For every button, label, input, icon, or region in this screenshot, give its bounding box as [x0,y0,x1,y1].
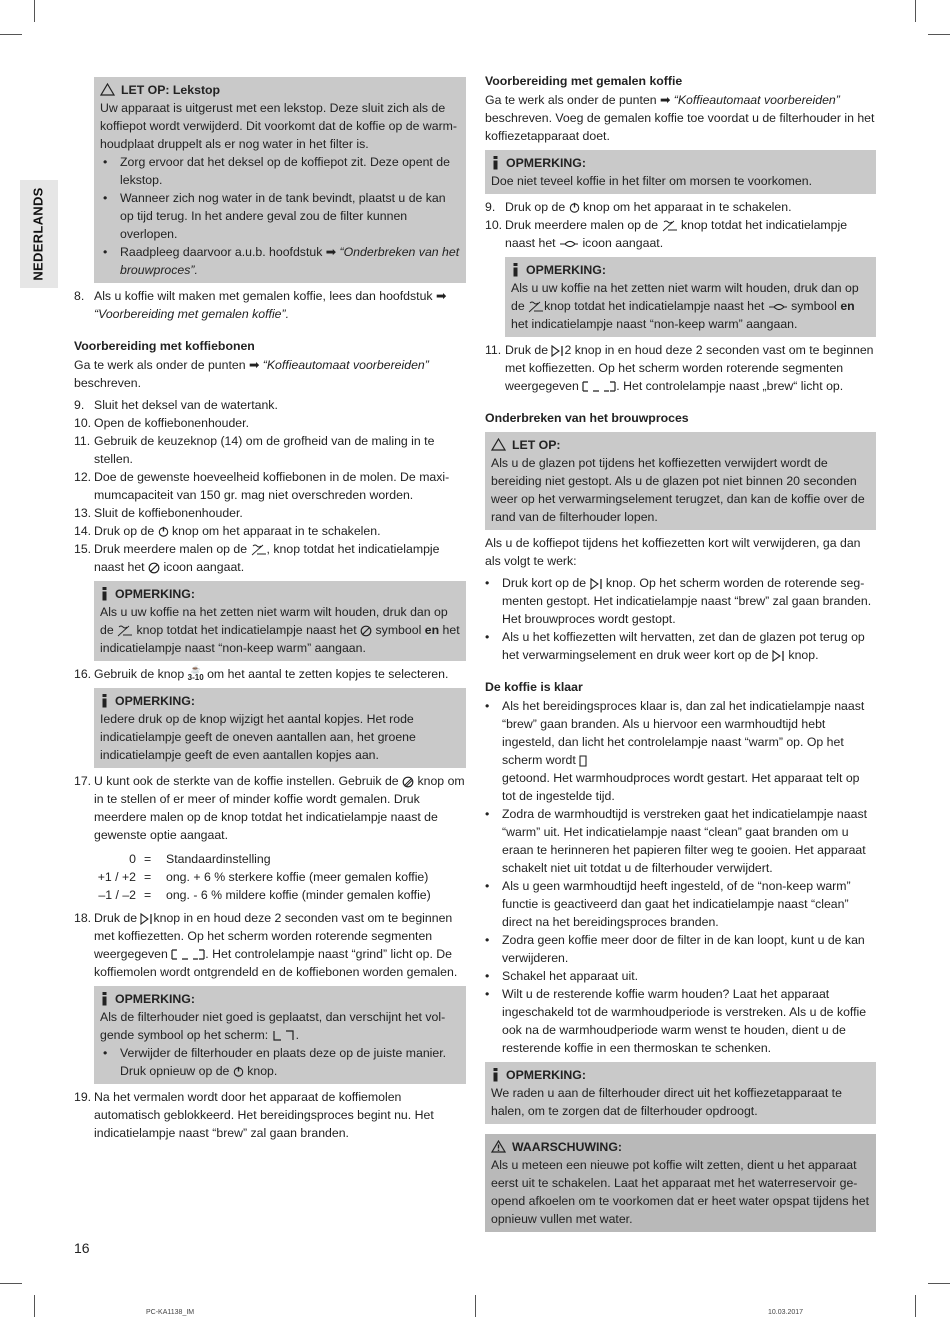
start-icon [772,650,785,662]
step-11: 11. Gebruik de keuzeknop (14) om de grofheid van de maling in te stellen. [74,434,435,466]
power-icon [233,1066,244,1077]
note-text: Iedere druk op de knop wijzigt het aantal kopjes. Het rode indicatielampje geeft de oneven aantallen aan, het groene indicatielampje geeft de even aantallen kopjes aan. [100,712,416,762]
info-icon [100,587,109,601]
no-keep-warm-icon [360,625,372,637]
caution-text: Als u de glazen pot tijdens het koffiezetten verwijdert wordt de bereiding niet gestopt. Als u de glazen pot niet binnen 20 seconden weer op het verwarmingselement terugzet, dan kan de koffie over de rand van de filterhouder lopen. [491,456,865,524]
note-title: OPMERKING: [506,1067,586,1082]
strength-table [94,850,466,904]
note-text: Als de filterhouder niet goed is geplaatst, dan verschijnt het volgende symbool op het scherm: . [100,1010,446,1042]
section-intro: Ga te werk als onder de punten ➡ “Koffieautomaat voorbereiden” beschreven. [74,358,429,390]
note-title: OPMERKING: [115,693,195,708]
step-17: 17. U kunt ook de sterkte van de koffie instellen. Gebruik de knop om in te stellen of er meer of minder koffie wordt gemalen. Druk meerdere malen op de knop totdat het indicatielampje naast de gewenste optie aangaat. [74,774,465,842]
step-9: 9. Druk op de knop om het apparaat in te schakelen. [485,200,792,214]
keep-warm-icon [117,625,133,637]
crop-mark [928,1283,950,1284]
language-tab [20,180,58,288]
note-text: Als u uw koffie na het zetten niet warm wilt houden, druk dan op de knop totdat het indicatielampje naast het symbool en het indicatielampje naast “non-keep warm” aangaan. [511,281,859,331]
list-item: • Wilt u de resterende koffie warm houden? Laat het apparaat ingeschakeld tot de warmhoudperiode is verstreken. Als u de koffie ook na de warmhoudperiode warm wenst te houden, dient u de resterende koffie in een thermoskan te schenken. [485,987,867,1055]
list-item: • Raadpleeg daarvoor a.u.b. hoofdstuk ➡ “Onderbreken van het brouwproces”. [103,245,460,277]
right-column [485,72,876,1236]
list-item: • Zorg ervoor dat het deksel op de koffiepot zit. Deze opent de lekstop. [103,155,450,187]
arrow-icon: ➡ [249,358,260,372]
step-8: 8. Als u koffie wilt maken met gemalen koffie, lees dan hoofdstuk ➡ “Voorbereiding met gemalen koffie”. [74,289,447,321]
list-item: • Als u het koffiezetten wilt hervatten, zet dan de glazen pot terug op het verwarmingselement en druk weer kort op de knop. [485,630,865,662]
table-row: –1 / –2 = ong. - 6 % mildere koffie (minder gemalen koffie) [98,888,431,902]
power-icon [569,202,580,213]
step-18: 18. Druk de knop in en houd deze 2 seconden vast om te beginnen met koffiezetten. Op het scherm worden roterende segmenten weergegeven . Het controlelampje naast “grind” licht op. De koffiemolen wordt ontgrendeld en de koffiebonen worden gemalen. [74,911,458,979]
paragraph: Als u de koffiepot tijdens het koffiezetten kort wilt verwijderen, ga dan als volgt te werk: [485,536,861,568]
arrow-icon: ➡ [436,289,447,303]
section-heading-bonen: Voorbereiding met koffiebonen [74,339,255,353]
crop-mark [475,1295,476,1317]
warning-text: Als u meteen een nieuwe pot koffie wilt zetten, dient u het apparaat eerst uit te schakelen. Laat het apparaat met het waterreservoir geopend afkoelen om te voorkomen dat er heet water opspat tijdens het opnieuw vullen met water. [491,1158,870,1226]
step-12: 12. Doe de gewenste hoeveelheid koffiebonen in de molen. De maximumcapaciteit van 150 gr. mag niet overschreden worden. [74,470,450,502]
note-text: Als u uw koffie na het zetten niet warm wilt houden, druk dan op de knop totdat het indicatielampje naast het symbool en het indicatielampje naast “non-keep warm” aangaan. [100,605,460,655]
rotating-segments-icon [582,381,616,392]
list-item: • Zodra de warmhoudtijd is verstreken gaat het indicatielampje naast “warm” uit. Het indicatielampje naast “clean” gaat branden om u eraan te herinneren het papieren filter weg te gooien. Het apparaat schakelt niet uit totdat u de filterhouder verwijdert. [485,807,868,875]
keep-warm-symbol-icon [768,302,788,312]
cups-icon: ☕ 3-10 [187,665,204,682]
crop-mark [928,34,950,35]
caution-heading [100,80,460,99]
note-box [485,1062,876,1124]
note-box [485,150,876,194]
step-10: 10. Open de koffiebonenhouder. [74,416,249,430]
note-box [94,581,466,661]
note-text: Doe niet teveel koffie in het filter om morsen te voorkomen. [491,174,813,188]
footer-date: 10.03.2017 [768,1309,804,1316]
crop-mark [34,1295,35,1317]
list-item: • Schakel het apparaat uit. [485,969,639,983]
warning-exclamation-icon [491,1140,506,1153]
step-11: 11. Druk de 2 knop in en houd deze 2 seconden vast om te beginnen met koffiezetten. Op het scherm worden roterende segmenten weergegeven . Het controlelampje naast „brew“ licht op. [485,343,874,393]
section-heading-gemalen: Voorbereiding met gemalen koffie [485,74,683,88]
table-row: +1 / +2 = ong. + 6 % sterkere koffie (meer gemalen koffie) [97,870,429,884]
crop-mark [915,1295,916,1317]
list-item: • Wanneer zich nog water in de tank bevindt, plaatst u de kan op tijd terug. In het andere geval zou de filter kunnen overlopen. [103,191,446,241]
warning-triangle-icon [491,438,506,451]
list-item: • Als het bereidingsproces klaar is, dan zal het indicatielampje naast “brew” gaan branden. Als u hiervoor een warmhoudtijd hebt ingesteld, dan licht het controlelampje naast “warm” op. Op het scherm wordt getoond. Het warmhoudproces wordt gestart. Het apparaat telt op tot de ingestelde tijd. [485,699,865,803]
caution-box [485,432,876,530]
power-icon [158,526,169,537]
crop-mark [915,0,916,22]
keep-warm-icon [662,220,678,232]
language-label: NEDERLANDS [31,187,47,281]
start-icon [140,913,153,925]
info-icon [100,694,109,708]
step-19: 19. Na het vermalen wordt door het apparaat de koffiemolen automatisch geblokkeerd. Het bereidingsproces begint nu. Het indicatielampje naast “brew” zal gaan branden. [74,1090,434,1140]
arrow-icon: ➡ [325,245,337,259]
caution-title: LET OP: Lekstop [121,82,221,97]
no-keep-warm-icon [148,562,160,574]
list-item: • Als u geen warmhoudtijd heeft ingesteld, of de “non-keep warm” functie is geactiveerd dan gaat het indicatielampje naast “clean” direct na het bereidingsproces branden. [485,879,851,929]
filter-error-icon [272,1030,296,1041]
crop-mark [0,1283,22,1284]
info-icon [511,263,520,277]
note-box [94,688,466,768]
keep-warm-symbol-icon [559,239,579,249]
note-title: OPMERKING: [115,991,195,1006]
step-9: 9. Sluit het deksel van de watertank. [74,398,278,412]
step-14: 14. Druk op de knop om het apparaat in te schakelen. [74,524,381,538]
warning-triangle-icon [100,83,115,96]
step-13: 13. Sluit de koffiebonenhouder. [74,506,243,520]
warning-title: WAARSCHUWING: [512,1139,622,1154]
strength-icon [402,776,414,788]
caution-box-lekstop [94,77,466,283]
crop-mark [0,34,22,35]
info-icon [100,992,109,1006]
step-16: 16. Gebruik de knop ☕ 3-10 om het aantal te zetten kopjes te selecteren. [74,665,449,682]
section-heading-onderbreken: Onderbreken van het brouwproces [485,411,689,425]
note-title: OPMERKING: [506,155,586,170]
list-item: • Zodra geen koffie meer door de filter in de kan loopt, kunt u de kan verwijderen. [485,933,865,965]
caution-title: LET OP: [512,437,561,452]
note-title: OPMERKING: [526,262,606,277]
keep-warm-icon [528,301,544,313]
info-icon [491,156,500,170]
section-heading-klaar: De koffie is klaar [485,680,583,694]
crop-mark [34,0,35,22]
left-column [74,72,466,1142]
info-icon [491,1068,500,1082]
note-title: OPMERKING: [115,586,195,601]
step-10: 10. Druk meerdere malen op de knop totdat het indicatielampje naast het icoon aangaat. [485,218,848,250]
footer-model: PC-KA1138_IM [146,1309,195,1316]
timer-digit-icon [579,755,587,767]
table-row: 0 = Standaardinstelling [129,852,271,866]
rotating-segments-icon [171,949,205,960]
caution-text: Uw apparaat is uitgerust met een lekstop. Deze sluit zich als de koffiepot wordt verwijderd. Dit voorkomt dat de koffie op de warmhoudplaat druppelt als er nog water in het filter is. [100,101,458,151]
note-text: We raden u aan de filterhouder direct uit het koffiezetapparaat te halen, om te zorgen dat de filterhouder opdroogt. [491,1086,842,1118]
page-number: 16 [74,1240,90,1256]
step-15: 15. Druk meerdere malen op de , knop totdat het indicatielampje naast het icoon aangaat. [74,542,440,574]
start-icon [551,345,564,357]
section-intro: Ga te werk als onder de punten ➡ “Koffieautomaat voorbereiden” beschreven. Voeg de gemalen koffie toe voordat u de filterhouder in het koffiezetapparaat doet. [485,93,875,143]
warning-box [485,1134,876,1232]
note-box [505,257,876,337]
note-box [94,986,466,1084]
start-icon [590,578,603,590]
list-item: • Verwijder de filterhouder en plaats deze op de juiste manier. Druk opnieuw op de knop. [103,1046,447,1078]
keep-warm-icon [251,544,267,556]
list-item: • Druk kort op de knop. Op het scherm worden de roterende segmenten gestopt. Het indicatielampje naast “brew” zal gaan branden. Het brouwproces wordt gestopt. [485,576,872,626]
arrow-icon: ➡ [660,93,671,107]
